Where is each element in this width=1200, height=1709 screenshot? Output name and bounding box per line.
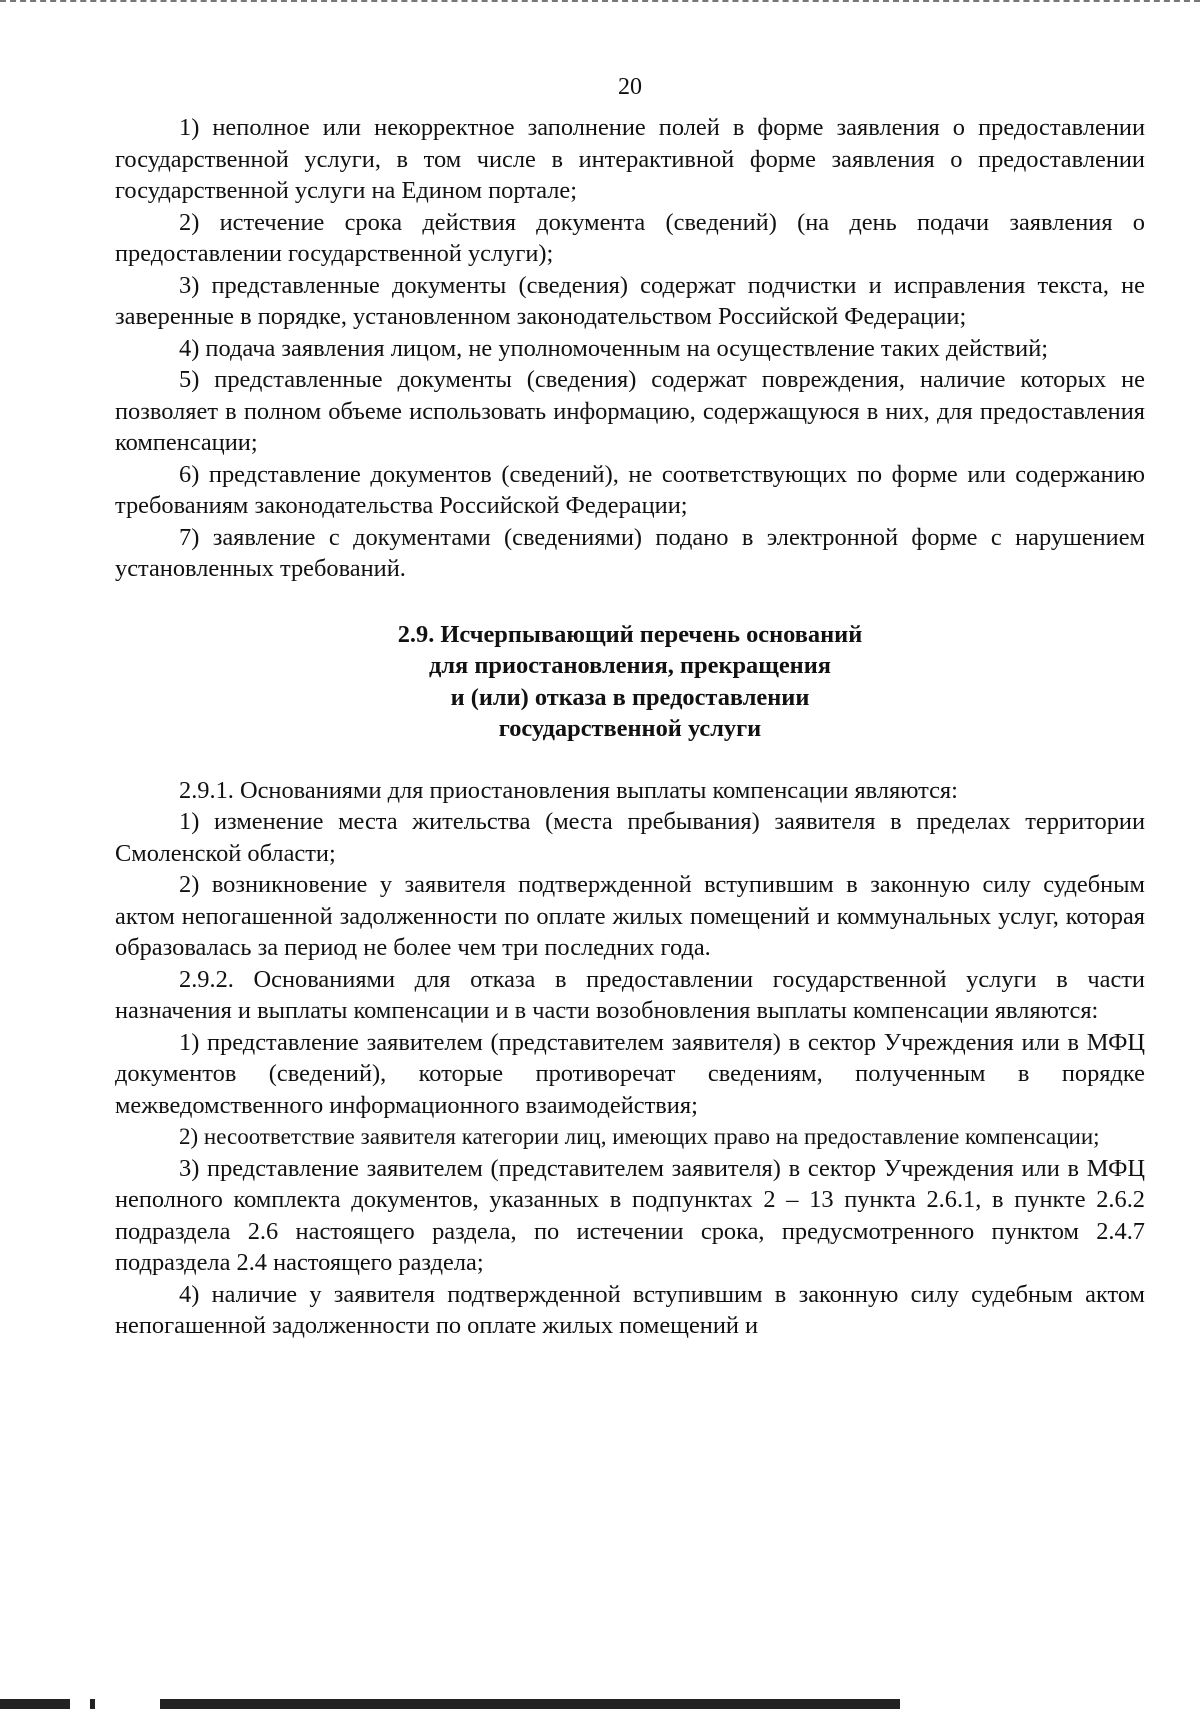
list-item: 2) возникновение у заявителя подтвержденной вступившим в законную силу судебным актом непогашенной задолженности по оплате жилых помещений и коммунальных услуг, которая образовалась за период не более чем три последних года.	[115, 871, 1145, 961]
page-number: 20	[618, 74, 642, 100]
list-item: 4) наличие у заявителя подтвержденной вступившим в законную силу судебным актом непогашенной задолженности по оплате жилых помещений и	[115, 1280, 1145, 1339]
section-heading-line: 2.9. Исчерпывающий перечень оснований	[397, 620, 863, 648]
list-item: 6) представление документов (сведений), не соответствующих по форме или содержанию требованиям законодательства Российской Федерации;	[115, 460, 1145, 519]
section-heading-line: и (или) отказа в предоставлении	[450, 683, 810, 711]
list-item: 3) представление заявителем (представителем заявителя) в сектор Учреждения или в МФЦ неполного комплекта документов, указанных в подпунктах 2 – 13 пункта 2.6.1, в пункте 2.6.2 подраздела 2.6 настоящего раздела, по истечении срока, предусмотренного пунктом 2.4.7 подраздела 2.4 настоящего раздела;	[115, 1154, 1145, 1276]
list-item: 2) несоответствие заявителя категории лиц, имеющих право на предоставление компенсации;	[179, 1124, 1100, 1149]
document-page	[115, 72, 1145, 1342]
list-item: 7) заявление с документами (сведениями) подано в электронной форме с нарушением установленных требований.	[115, 523, 1145, 582]
section-heading-line: для приостановления, прекращения	[429, 652, 831, 679]
scan-edge-top	[0, 0, 1200, 6]
list-item: 3) представленные документы (сведения) содержат подчистки и исправления текста, не заверенные в порядке, установленном законодательством Российской Федерации;	[115, 271, 1145, 330]
list-item: 5) представленные документы (сведения) содержат повреждения, наличие которых не позволяет в полном объеме использовать информацию, содержащуюся в них, для предоставления компенсации;	[115, 366, 1145, 456]
list-item: 2) истечение срока действия документа (сведений) (на день подачи заявления о предоставлении государственной услуги);	[115, 208, 1145, 267]
list-item: 1) неполное или некорректное заполнение полей в форме заявления о предоставлении государственной услуги, в том числе в интерактивной форме заявления о предоставлении государственной услуги на Едином портале;	[115, 114, 1145, 204]
list-item: 1) изменение места жительства (места пребывания) заявителя в пределах территории Смоленской области;	[115, 808, 1145, 867]
scan-edge-bottom	[0, 1699, 1200, 1709]
subsection-intro: 2.9.1. Основаниями для приостановления выплаты компенсации являются:	[179, 776, 958, 804]
section-heading-line: государственной услуги	[498, 715, 762, 742]
list-item: 1) представление заявителем (представителем заявителя) в сектор Учреждения или в МФЦ документов (сведений), которые противоречат сведениям, полученным в порядке межведомственного информационного взаимодействия;	[115, 1028, 1145, 1119]
list-item: 4) подача заявления лицом, не уполномоченным на осуществление таких действий;	[179, 334, 1049, 362]
subsection-intro: 2.9.2. Основаниями для отказа в предоставлении государственной услуги в части назначения и выплаты компенсации и в части возобновления выплаты компенсации являются:	[115, 965, 1145, 1024]
section-heading	[115, 619, 1145, 745]
